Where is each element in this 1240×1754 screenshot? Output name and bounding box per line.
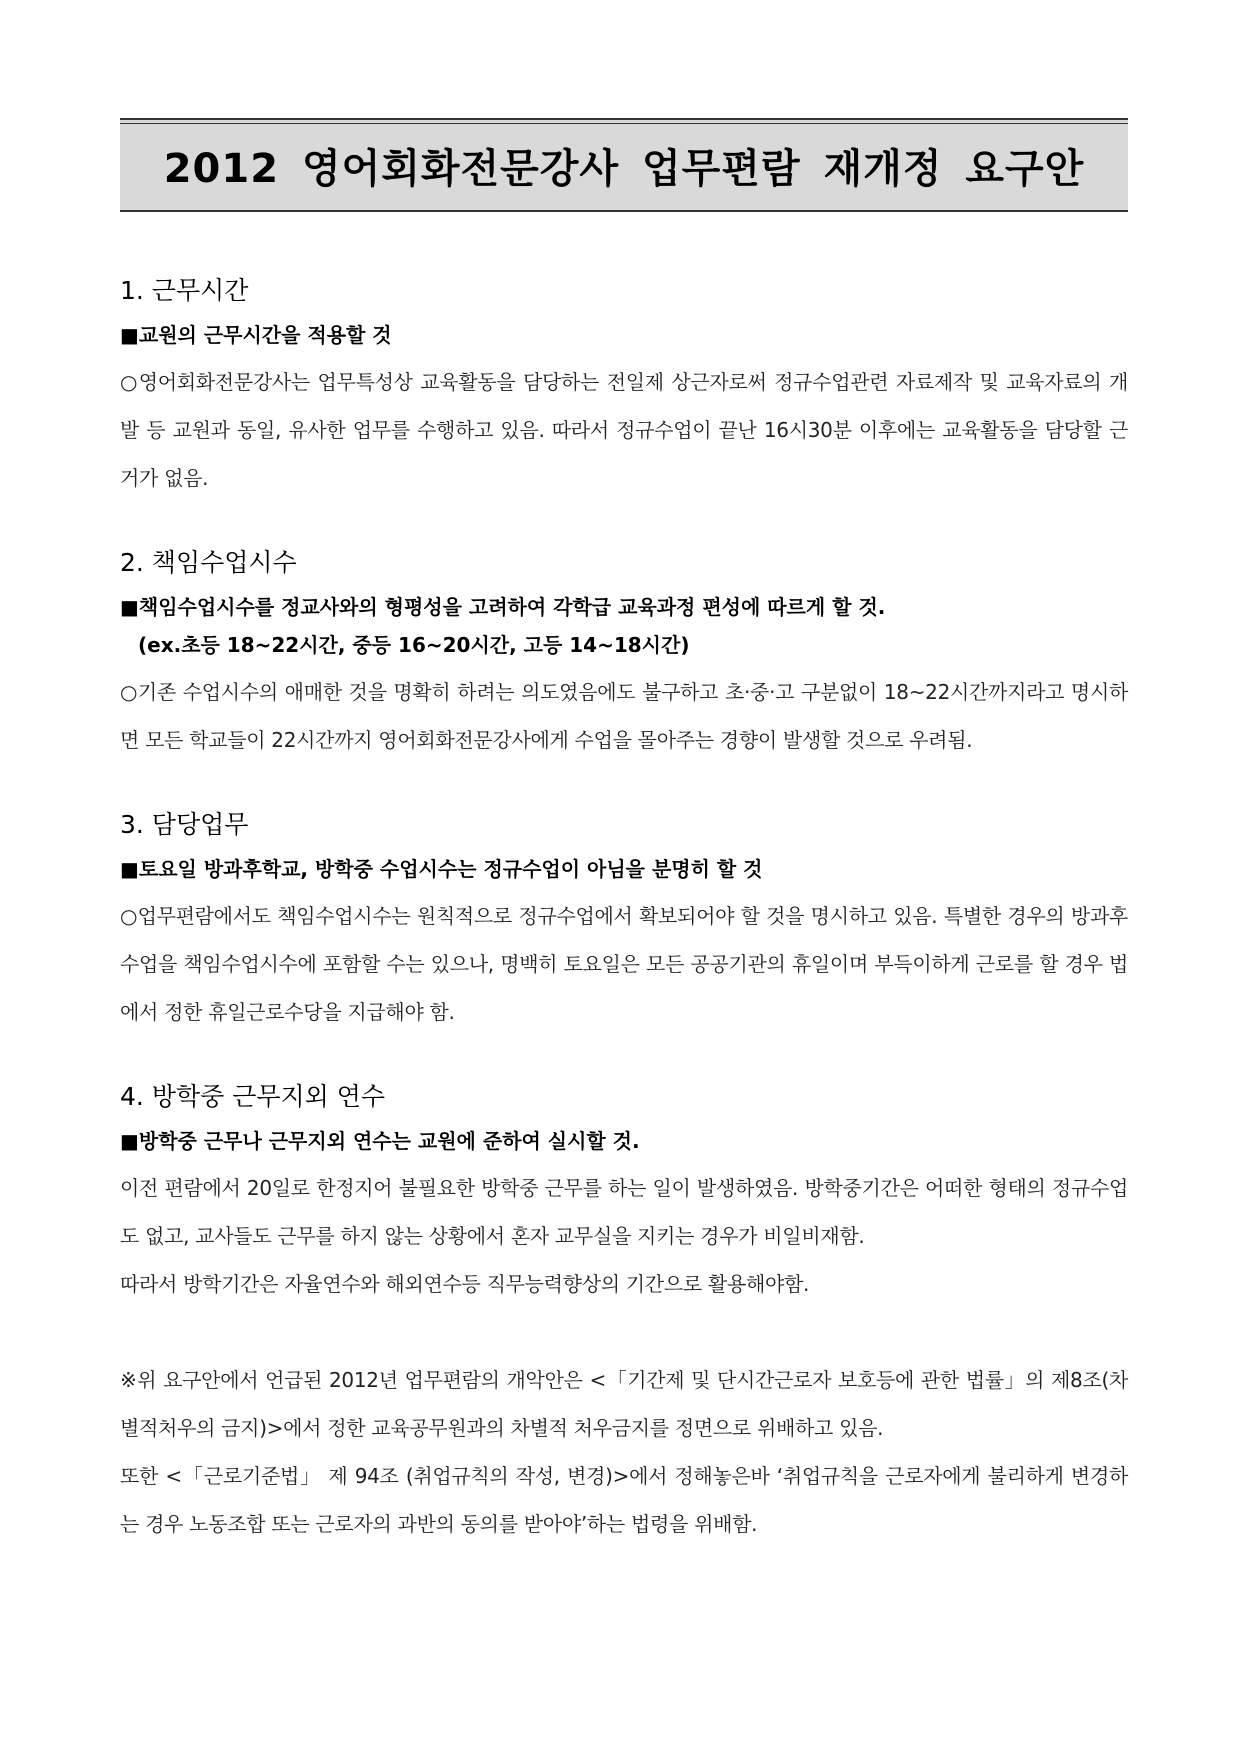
section-heading: 3. 담당업무 bbox=[120, 810, 249, 839]
section-body-continued: 따라서 방학기간은 자율연수와 해외연수등 직무능력향상의 기간으로 활용해야함. bbox=[120, 1272, 810, 1296]
section-heading: 4. 방학중 근무지외 연수 bbox=[120, 1082, 386, 1111]
section-body: ○영어회화전문강사는 업무특성상 교육활동을 담당하는 전일제 상근자로써 정규수업관련 자료제작 및 교육자료의 개발 등 교원과 동일, 유사한 업무를 수행하고 있음. 따라서 정규수업이 끝난 16시30분 이후에는 교육활동을 담당할 근거가 없음. bbox=[120, 370, 1128, 490]
section-work-hours bbox=[120, 274, 1128, 502]
section-duties bbox=[120, 808, 1128, 1036]
section-body: ○업무편람에서도 책임수업시수는 원칙적으로 정규수업에서 확보되어야 할 것을 명시하고 있음. 특별한 경우의 방과후 수업을 책임수업시수에 포함할 수는 있으나, 명백히 토요일은 모든 공공기관의 휴일이며 부득이하게 근로를 할 경우 법에서 정한 휴일근로수당을 지급해야 함. bbox=[120, 904, 1128, 1024]
section-requirement: ■토요일 방과후학교, 방학중 수업시수는 정규수업이 아님을 분명히 할 것 bbox=[120, 857, 763, 881]
legal-note-line: ※위 요구안에서 언급된 2012년 업무편람의 개악안은 <「기간제 및 단시간근로자 보호등에 관한 법률」의 제8조(차별적처우의 금지)>에서 정한 교육공무원과의 차별적 처우금지를 정면으로 위배하고 있음. bbox=[120, 1368, 1128, 1440]
section-body: 이전 편람에서 20일로 한정지어 불필요한 방학중 근무를 하는 일이 발생하였음. 방학중기간은 어떠한 형태의 정규수업도 없고, 교사들도 근무를 하지 않는 상황에서 혼자 교무실을 지키는 경우가 비일비재함. bbox=[120, 1176, 1128, 1248]
section-requirement: ■방학중 근무나 근무지외 연수는 교원에 준하여 실시할 것. bbox=[120, 1129, 640, 1153]
section-body: ○기존 수업시수의 애매한 것을 명확히 하려는 의도였음에도 불구하고 초·중·고 구분없이 18~22시간까지라고 명시하면 모든 학교들이 22시간까지 영어회화전문강사에게 수업을 몰아주는 경향이 발생할 것으로 우려됨. bbox=[120, 680, 1128, 752]
section-teaching-hours bbox=[120, 546, 1128, 764]
legal-note bbox=[120, 1356, 1128, 1548]
document-title: 2012 영어회화전문강사 업무편람 재개정 요구안 bbox=[163, 145, 1085, 192]
section-heading: 2. 책임수업시수 bbox=[120, 548, 297, 577]
legal-note-line: 또한 <「근로기준법」 제 94조 (취업규칙의 작성, 변경)>에서 정해놓은바 ‘취업규칙을 근로자에게 불리하게 변경하는 경우 노동조합 또는 근로자의 과반의 동의를 받아야’하는 법령을 위배함. bbox=[120, 1464, 1128, 1536]
title-banner bbox=[120, 118, 1128, 212]
section-requirement: ■책임수업시수를 정교사와의 형평성을 고려하여 각학급 교육과정 편성에 따르게 할 것. bbox=[120, 595, 886, 619]
document-page bbox=[120, 118, 1128, 1548]
section-vacation-training bbox=[120, 1080, 1128, 1308]
section-requirement: ■교원의 근무시간을 적용할 것 bbox=[120, 323, 392, 347]
section-heading: 1. 근무시간 bbox=[120, 276, 249, 305]
section-example: (ex.초등 18~22시간, 중등 16~20시간, 고등 14~18시간) bbox=[138, 633, 690, 657]
